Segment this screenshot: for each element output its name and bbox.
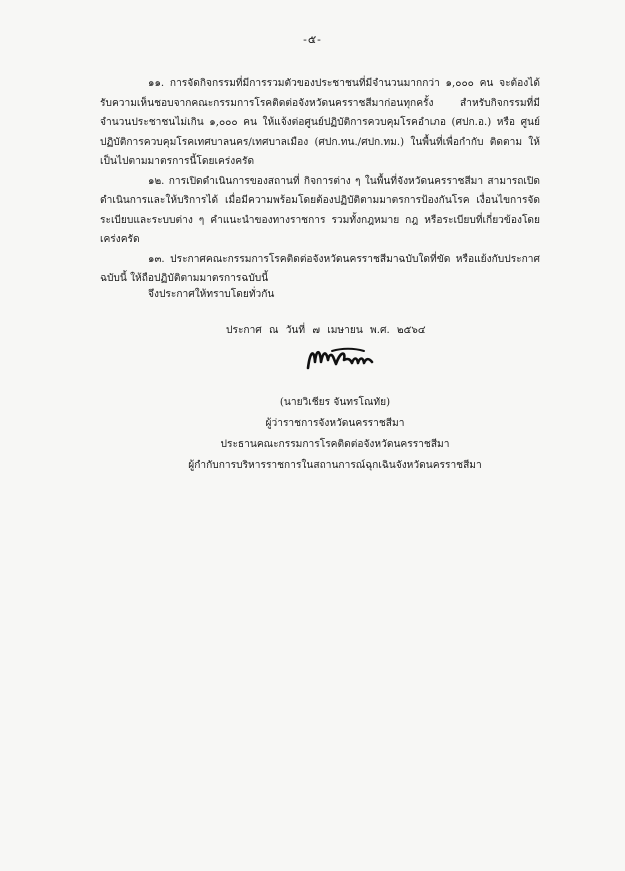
signer-position-emergency-director: ผู้กำกับการบริหารราชการในสถานการณ์ฉุกเฉินจังหวัดนครราชสีมา [188,460,482,471]
signer-position-governor: ผู้ว่าราชการจังหวัดนครราชสีมา [265,418,405,429]
signature-block [180,392,490,476]
clause-11: ๑๑. การจัดกิจกรรมที่มีการรวมตัวของประชาชนที่มีจำนวนมากกว่า ๑,๐๐๐ คน จะต้องได้รับความเห็นชอบจากคณะกรรมการโรคติดต่อจังหวัดนครราชสีมาก่อนทุกครั้ง สำหรับกิจกรรมที่มีจำนวนประชาชนไม่เกิน ๑,๐๐๐ คน ให้แจ้งต่อศูนย์ปฏิบัติการควบคุมโรคอำเภอ (ศปก.อ.) หรือ ศูนย์ปฏิบัติการควบคุมโรคเทศบาลนคร/เทศบาลเมือง (ศปก.ทน./ศปก.ทม.) ในพื้นที่เพื่อกำกับ ติดตาม ให้เป็นไปตามมาตรการนี้โดยเคร่งครัด [100,78,540,167]
clause-12: ๑๒. การเปิดดำเนินการของสถานที่ กิจการต่าง ๆ ในพื้นที่จังหวัดนครราชสีมา สามารถเปิดดำเนินการและให้บริการได้ เมื่อมีความพร้อมโดยต้องปฏิบัติตามมาตรการป้องกันโรค เงื่อนไขการจัดระเบียบและระบบต่าง ๆ คำแนะนำของทางราชการ รวมทั้งกฎหมาย กฎ หรือระเบียบที่เกี่ยวข้องโดยเคร่งครัด [100,175,540,245]
page-number: -๕- [303,33,322,46]
dateline: ประกาศ ณ วันที่ ๗ เมษายน พ.ศ. ๒๕๖๔ [226,325,426,336]
clause-13: ๑๓. ประกาศคณะกรรมการโรคติดต่อจังหวัดนครราชสีมาฉบับใดที่ขัด หรือแย้งกับประกาศฉบับนี้ ให้ถือปฏิบัติตามมาตรการฉบับนี้ [100,253,540,284]
announcement-line: จึงประกาศให้ทราบโดยทั่วกัน [148,289,275,300]
signer-position-committee-chair: ประธานคณะกรรมการโรคติดต่อจังหวัดนครราชสีมา [220,439,450,450]
clauses-body [100,74,540,289]
handwritten-signature [302,342,382,376]
signer-name: (นายวิเชียร จันทรโณทัย) [279,397,391,408]
